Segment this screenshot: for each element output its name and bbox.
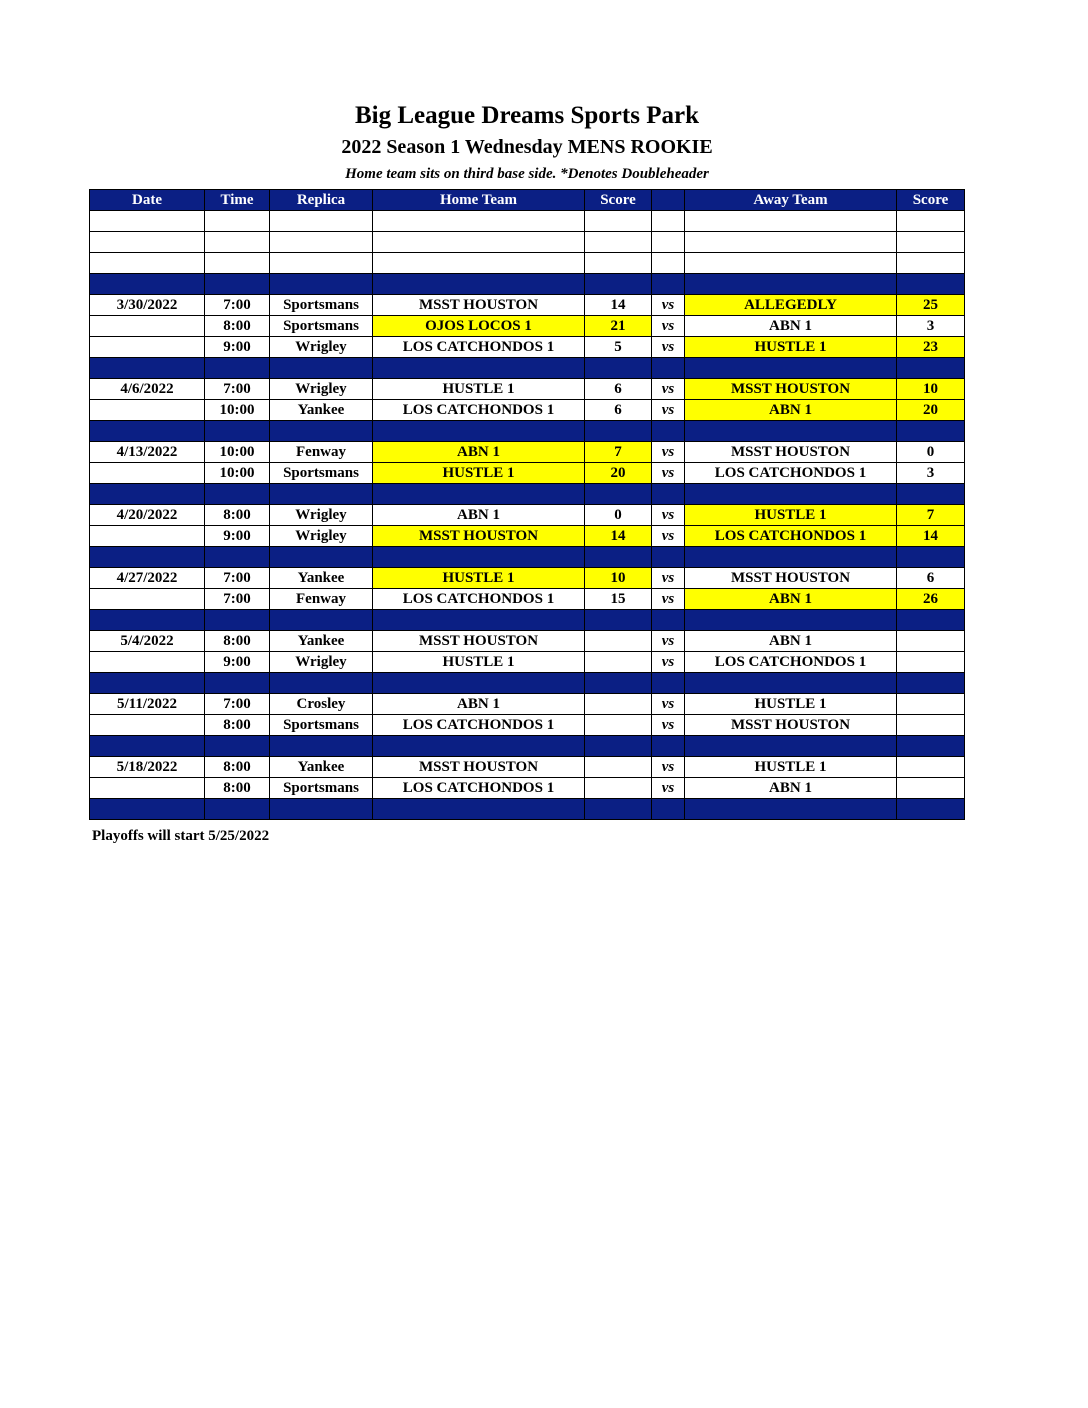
table-row	[90, 652, 965, 673]
away-team-cell: MSST HOUSTON	[685, 379, 897, 400]
away-team-cell: MSST HOUSTON	[685, 442, 897, 463]
vs-cell	[652, 274, 685, 295]
away-score-cell: 6	[897, 568, 965, 589]
vs-cell: vs	[652, 526, 685, 547]
away-team-cell	[685, 274, 897, 295]
away-team-cell: ABN 1	[685, 778, 897, 799]
time-cell	[205, 211, 270, 232]
away-score-cell: 3	[897, 463, 965, 484]
home-team-cell: MSST HOUSTON	[373, 757, 585, 778]
separator-row	[90, 274, 965, 295]
home-team-cell: ABN 1	[373, 505, 585, 526]
separator-row	[90, 673, 965, 694]
separator-row	[90, 736, 965, 757]
time-cell	[205, 274, 270, 295]
date-cell	[90, 421, 205, 442]
time-cell: 8:00	[205, 778, 270, 799]
separator-row	[90, 547, 965, 568]
vs-cell	[652, 358, 685, 379]
table-row	[90, 631, 965, 652]
away-team-cell: LOS CATCHONDOS 1	[685, 652, 897, 673]
time-cell	[205, 232, 270, 253]
date-cell: 4/6/2022	[90, 379, 205, 400]
replica-cell	[270, 484, 373, 505]
away-score-cell	[897, 358, 965, 379]
header-replica: Replica	[270, 190, 373, 211]
replica-cell: Wrigley	[270, 652, 373, 673]
away-team-cell	[685, 421, 897, 442]
home-team-cell	[373, 484, 585, 505]
home-score-cell	[585, 736, 652, 757]
away-team-cell: LOS CATCHONDOS 1	[685, 463, 897, 484]
header-time: Time	[205, 190, 270, 211]
away-team-cell	[685, 673, 897, 694]
home-score-cell: 0	[585, 505, 652, 526]
replica-cell: Wrigley	[270, 379, 373, 400]
separator-row	[90, 421, 965, 442]
date-cell: 5/11/2022	[90, 694, 205, 715]
away-score-cell	[897, 547, 965, 568]
home-score-cell: 20	[585, 463, 652, 484]
separator-row	[90, 610, 965, 631]
replica-cell: Sportsmans	[270, 316, 373, 337]
table-row	[90, 337, 965, 358]
home-score-cell: 14	[585, 526, 652, 547]
home-score-cell	[585, 652, 652, 673]
time-cell	[205, 610, 270, 631]
away-team-cell	[685, 484, 897, 505]
time-cell: 10:00	[205, 442, 270, 463]
away-score-cell: 3	[897, 316, 965, 337]
away-team-cell	[685, 211, 897, 232]
away-score-cell: 20	[897, 400, 965, 421]
away-team-cell: ABN 1	[685, 316, 897, 337]
replica-cell	[270, 547, 373, 568]
away-score-cell	[897, 232, 965, 253]
date-cell	[90, 274, 205, 295]
home-team-cell	[373, 274, 585, 295]
vs-cell	[652, 610, 685, 631]
home-score-cell	[585, 799, 652, 820]
time-cell: 7:00	[205, 295, 270, 316]
separator-row	[90, 799, 965, 820]
time-cell: 8:00	[205, 631, 270, 652]
table-row	[90, 589, 965, 610]
vs-cell	[652, 421, 685, 442]
replica-cell	[270, 253, 373, 274]
header-vs	[652, 190, 685, 211]
date-cell: 5/18/2022	[90, 757, 205, 778]
date-cell	[90, 589, 205, 610]
home-team-cell	[373, 799, 585, 820]
table-row	[90, 694, 965, 715]
away-score-cell: 0	[897, 442, 965, 463]
away-team-cell	[685, 610, 897, 631]
away-score-cell	[897, 715, 965, 736]
separator-row	[90, 484, 965, 505]
replica-cell	[270, 358, 373, 379]
time-cell: 7:00	[205, 568, 270, 589]
separator-row	[90, 358, 965, 379]
time-cell: 8:00	[205, 715, 270, 736]
table-row	[90, 442, 965, 463]
date-cell: 4/13/2022	[90, 442, 205, 463]
page-title: Big League Dreams Sports Park	[355, 102, 699, 129]
table-row	[90, 316, 965, 337]
away-team-cell	[685, 358, 897, 379]
table-row	[90, 526, 965, 547]
home-team-cell: HUSTLE 1	[373, 379, 585, 400]
home-team-cell: LOS CATCHONDOS 1	[373, 715, 585, 736]
home-score-cell: 7	[585, 442, 652, 463]
time-cell	[205, 253, 270, 274]
away-team-cell	[685, 253, 897, 274]
replica-cell	[270, 799, 373, 820]
playoffs-note: Playoffs will start 5/25/2022	[92, 828, 270, 844]
schedule-body	[90, 211, 965, 820]
time-cell: 7:00	[205, 589, 270, 610]
away-team-cell	[685, 547, 897, 568]
home-team-cell	[373, 736, 585, 757]
date-cell	[90, 253, 205, 274]
away-team-cell	[685, 232, 897, 253]
home-team-cell	[373, 253, 585, 274]
home-score-cell: 21	[585, 316, 652, 337]
table-row	[90, 295, 965, 316]
header-home-team: Home Team	[373, 190, 585, 211]
time-cell	[205, 484, 270, 505]
time-cell: 9:00	[205, 337, 270, 358]
vs-cell	[652, 799, 685, 820]
date-cell	[90, 736, 205, 757]
away-team-cell: HUSTLE 1	[685, 505, 897, 526]
home-team-cell	[373, 421, 585, 442]
home-score-cell	[585, 484, 652, 505]
away-team-cell: HUSTLE 1	[685, 694, 897, 715]
home-score-cell: 6	[585, 379, 652, 400]
home-team-cell: ABN 1	[373, 442, 585, 463]
date-cell	[90, 673, 205, 694]
away-score-cell: 23	[897, 337, 965, 358]
vs-cell: vs	[652, 778, 685, 799]
home-score-cell: 10	[585, 568, 652, 589]
date-cell	[90, 799, 205, 820]
home-team-cell: MSST HOUSTON	[373, 526, 585, 547]
replica-cell: Wrigley	[270, 337, 373, 358]
away-score-cell	[897, 211, 965, 232]
vs-cell: vs	[652, 715, 685, 736]
vs-cell	[652, 484, 685, 505]
replica-cell	[270, 610, 373, 631]
date-cell	[90, 400, 205, 421]
vs-cell: vs	[652, 400, 685, 421]
replica-cell: Fenway	[270, 589, 373, 610]
date-cell	[90, 316, 205, 337]
blank-row	[90, 253, 965, 274]
home-team-cell: MSST HOUSTON	[373, 295, 585, 316]
vs-cell	[652, 736, 685, 757]
home-team-cell: MSST HOUSTON	[373, 631, 585, 652]
date-cell	[90, 484, 205, 505]
home-team-cell: LOS CATCHONDOS 1	[373, 337, 585, 358]
date-cell: 5/4/2022	[90, 631, 205, 652]
page-subtitle: 2022 Season 1 Wednesday MENS ROOKIE	[341, 136, 713, 158]
replica-cell: Wrigley	[270, 526, 373, 547]
replica-cell: Fenway	[270, 442, 373, 463]
replica-cell	[270, 211, 373, 232]
header-date: Date	[90, 190, 205, 211]
replica-cell	[270, 232, 373, 253]
blank-row	[90, 211, 965, 232]
table-row	[90, 379, 965, 400]
away-team-cell: LOS CATCHONDOS 1	[685, 526, 897, 547]
home-team-cell	[373, 211, 585, 232]
home-score-cell	[585, 673, 652, 694]
home-score-cell	[585, 358, 652, 379]
home-score-cell	[585, 421, 652, 442]
vs-cell: vs	[652, 316, 685, 337]
time-cell: 8:00	[205, 757, 270, 778]
home-team-cell: ABN 1	[373, 694, 585, 715]
away-team-cell: ABN 1	[685, 400, 897, 421]
home-team-cell	[373, 673, 585, 694]
away-score-cell	[897, 652, 965, 673]
home-team-cell: HUSTLE 1	[373, 463, 585, 484]
time-cell: 8:00	[205, 316, 270, 337]
replica-cell	[270, 736, 373, 757]
vs-cell: vs	[652, 757, 685, 778]
time-cell	[205, 736, 270, 757]
home-score-cell	[585, 631, 652, 652]
away-team-cell: MSST HOUSTON	[685, 715, 897, 736]
home-score-cell	[585, 610, 652, 631]
home-team-cell	[373, 610, 585, 631]
time-cell: 10:00	[205, 463, 270, 484]
replica-cell: Sportsmans	[270, 295, 373, 316]
header-away-team: Away Team	[685, 190, 897, 211]
away-team-cell: HUSTLE 1	[685, 337, 897, 358]
date-cell	[90, 652, 205, 673]
replica-cell: Wrigley	[270, 505, 373, 526]
away-score-cell: 10	[897, 379, 965, 400]
away-score-cell	[897, 610, 965, 631]
vs-cell: vs	[652, 568, 685, 589]
date-cell	[90, 715, 205, 736]
home-team-cell	[373, 358, 585, 379]
table-header-row	[90, 190, 965, 211]
home-team-cell: LOS CATCHONDOS 1	[373, 400, 585, 421]
vs-cell: vs	[652, 295, 685, 316]
date-cell	[90, 463, 205, 484]
away-team-cell: ABN 1	[685, 631, 897, 652]
time-cell	[205, 673, 270, 694]
time-cell	[205, 547, 270, 568]
vs-cell	[652, 547, 685, 568]
date-cell: 4/27/2022	[90, 568, 205, 589]
away-score-cell	[897, 253, 965, 274]
away-score-cell	[897, 799, 965, 820]
time-cell: 10:00	[205, 400, 270, 421]
home-team-cell: HUSTLE 1	[373, 568, 585, 589]
replica-cell: Crosley	[270, 694, 373, 715]
vs-cell: vs	[652, 589, 685, 610]
replica-cell	[270, 421, 373, 442]
home-score-cell	[585, 694, 652, 715]
away-team-cell: ALLEGEDLY	[685, 295, 897, 316]
away-score-cell	[897, 694, 965, 715]
vs-cell: vs	[652, 337, 685, 358]
home-score-cell: 5	[585, 337, 652, 358]
date-cell	[90, 526, 205, 547]
time-cell	[205, 358, 270, 379]
schedule-note: Home team sits on third base side. *Denotes Doubleheader	[345, 166, 709, 182]
vs-cell: vs	[652, 694, 685, 715]
replica-cell: Sportsmans	[270, 463, 373, 484]
away-score-cell: 26	[897, 589, 965, 610]
blank-row	[90, 232, 965, 253]
vs-cell: vs	[652, 463, 685, 484]
table-row	[90, 778, 965, 799]
home-team-cell: HUSTLE 1	[373, 652, 585, 673]
away-score-cell	[897, 484, 965, 505]
date-cell	[90, 778, 205, 799]
replica-cell: Sportsmans	[270, 715, 373, 736]
date-cell	[90, 337, 205, 358]
home-score-cell: 6	[585, 400, 652, 421]
table-row	[90, 757, 965, 778]
home-score-cell	[585, 715, 652, 736]
time-cell: 7:00	[205, 379, 270, 400]
date-cell	[90, 211, 205, 232]
away-team-cell	[685, 799, 897, 820]
vs-cell: vs	[652, 652, 685, 673]
home-score-cell: 14	[585, 295, 652, 316]
replica-cell: Yankee	[270, 631, 373, 652]
home-team-cell	[373, 232, 585, 253]
home-score-cell	[585, 778, 652, 799]
replica-cell: Sportsmans	[270, 778, 373, 799]
away-score-cell: 25	[897, 295, 965, 316]
home-score-cell	[585, 253, 652, 274]
vs-cell: vs	[652, 442, 685, 463]
home-score-cell	[585, 757, 652, 778]
vs-cell	[652, 232, 685, 253]
header-home-score: Score	[585, 190, 652, 211]
away-team-cell: HUSTLE 1	[685, 757, 897, 778]
away-team-cell: MSST HOUSTON	[685, 568, 897, 589]
time-cell: 7:00	[205, 694, 270, 715]
home-team-cell: LOS CATCHONDOS 1	[373, 778, 585, 799]
home-score-cell	[585, 547, 652, 568]
time-cell: 9:00	[205, 652, 270, 673]
table-row	[90, 505, 965, 526]
away-score-cell	[897, 757, 965, 778]
away-team-cell: ABN 1	[685, 589, 897, 610]
schedule-table	[89, 189, 965, 820]
time-cell	[205, 421, 270, 442]
home-score-cell: 15	[585, 589, 652, 610]
home-score-cell	[585, 211, 652, 232]
vs-cell: vs	[652, 379, 685, 400]
home-score-cell	[585, 274, 652, 295]
home-team-cell	[373, 547, 585, 568]
date-cell	[90, 547, 205, 568]
replica-cell: Yankee	[270, 400, 373, 421]
table-row	[90, 568, 965, 589]
date-cell: 3/30/2022	[90, 295, 205, 316]
table-row	[90, 463, 965, 484]
away-score-cell: 7	[897, 505, 965, 526]
away-score-cell	[897, 778, 965, 799]
vs-cell	[652, 253, 685, 274]
vs-cell: vs	[652, 631, 685, 652]
table-row	[90, 400, 965, 421]
home-team-cell: LOS CATCHONDOS 1	[373, 589, 585, 610]
replica-cell	[270, 274, 373, 295]
replica-cell: Yankee	[270, 568, 373, 589]
vs-cell	[652, 211, 685, 232]
vs-cell	[652, 673, 685, 694]
replica-cell: Yankee	[270, 757, 373, 778]
time-cell: 8:00	[205, 505, 270, 526]
date-cell	[90, 610, 205, 631]
away-team-cell	[685, 736, 897, 757]
replica-cell	[270, 673, 373, 694]
away-score-cell	[897, 631, 965, 652]
vs-cell: vs	[652, 505, 685, 526]
time-cell: 9:00	[205, 526, 270, 547]
home-team-cell: OJOS LOCOS 1	[373, 316, 585, 337]
time-cell	[205, 799, 270, 820]
away-score-cell	[897, 736, 965, 757]
away-score-cell: 14	[897, 526, 965, 547]
date-cell: 4/20/2022	[90, 505, 205, 526]
away-score-cell	[897, 421, 965, 442]
header-away-score: Score	[897, 190, 965, 211]
date-cell	[90, 232, 205, 253]
date-cell	[90, 358, 205, 379]
away-score-cell	[897, 673, 965, 694]
table-row	[90, 715, 965, 736]
home-score-cell	[585, 232, 652, 253]
away-score-cell	[897, 274, 965, 295]
